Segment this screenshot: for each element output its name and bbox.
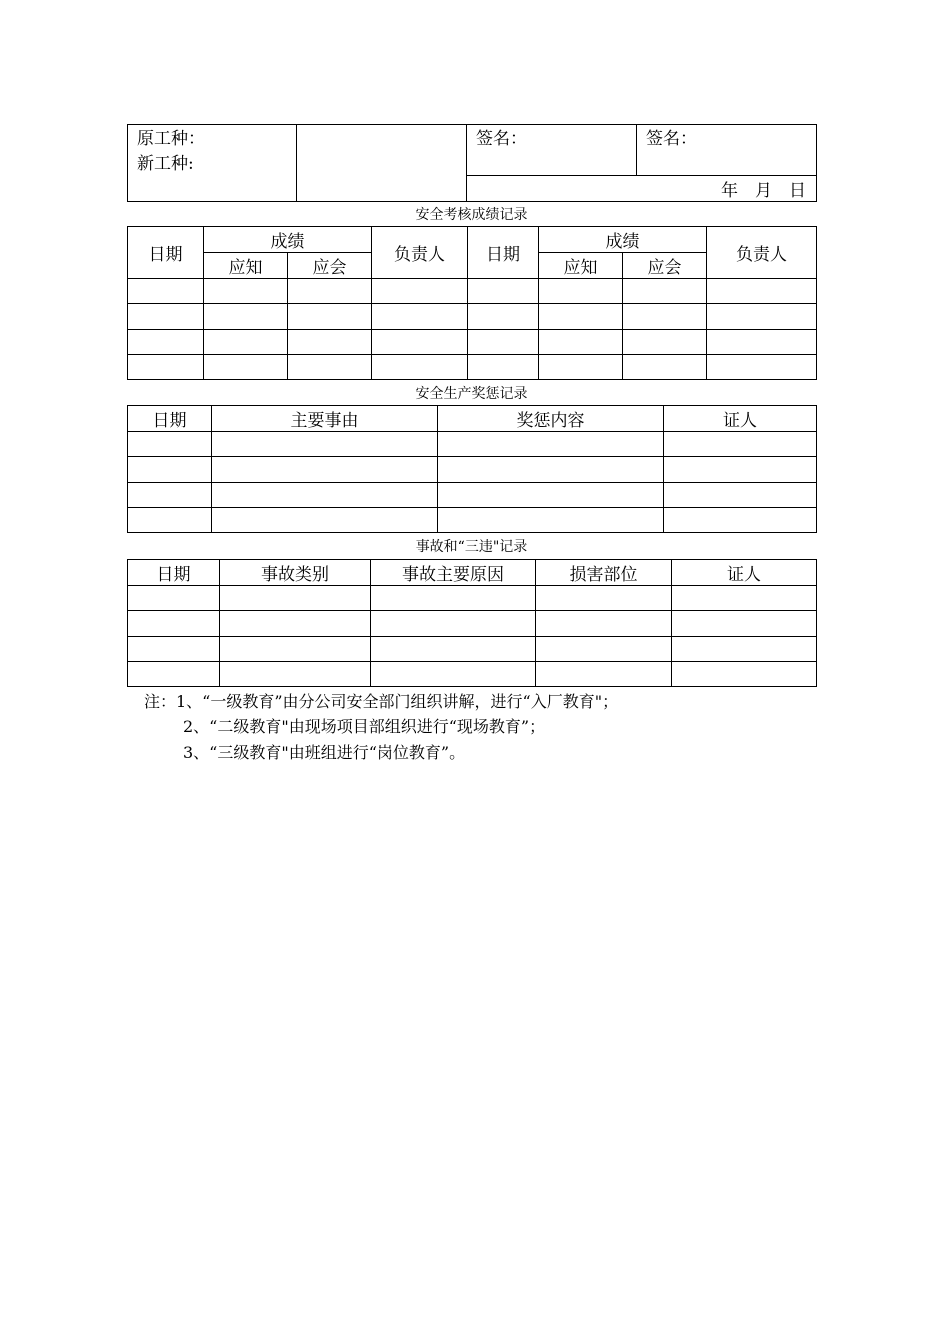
table-cell[interactable] — [128, 507, 212, 532]
reward-penalty-table — [127, 405, 817, 533]
header-accident-type: 事故类别 — [220, 560, 371, 586]
orig-job-label: 原工种： — [137, 129, 205, 149]
table-cell[interactable] — [468, 329, 539, 354]
table-row — [128, 507, 817, 532]
table-row — [128, 586, 817, 611]
table-cell[interactable] — [438, 432, 664, 457]
table-cell[interactable] — [128, 661, 220, 686]
table-cell[interactable] — [468, 279, 539, 304]
table-cell[interactable] — [623, 329, 707, 354]
new-job-label: 新工种: — [137, 154, 194, 174]
table-cell[interactable] — [220, 586, 371, 611]
date-line: 年 月 日 — [467, 176, 817, 202]
header-score: 成绩 — [204, 227, 372, 253]
table-cell[interactable] — [372, 304, 468, 329]
table-cell[interactable] — [664, 482, 817, 507]
table-cell[interactable] — [539, 279, 623, 304]
table-cell[interactable] — [438, 482, 664, 507]
header-date: 日期 — [468, 227, 539, 279]
header-accident-cause: 事故主要原因 — [371, 560, 536, 586]
table-cell[interactable] — [468, 354, 539, 379]
table-cell[interactable] — [623, 279, 707, 304]
table-cell[interactable] — [128, 304, 204, 329]
table-cell[interactable] — [212, 507, 438, 532]
table-cell[interactable] — [672, 586, 817, 611]
table-cell[interactable] — [128, 432, 212, 457]
table-cell[interactable] — [128, 611, 220, 636]
table-cell[interactable] — [204, 279, 288, 304]
header-reward-content: 奖惩内容 — [438, 406, 664, 432]
table-row — [128, 457, 817, 482]
note-line-3: 3、“三级教育"由班组进行“岗位教育”。 — [183, 743, 466, 762]
header-should-know: 应知 — [539, 253, 623, 279]
table-cell[interactable] — [212, 482, 438, 507]
header-responsible: 负责人 — [707, 227, 817, 279]
table-cell[interactable] — [664, 507, 817, 532]
table-cell[interactable] — [128, 482, 212, 507]
table-cell[interactable] — [128, 279, 204, 304]
table-cell[interactable] — [220, 661, 371, 686]
table-cell[interactable] — [539, 354, 623, 379]
signature-table — [127, 124, 817, 202]
table-cell[interactable] — [204, 329, 288, 354]
header-date: 日期 — [128, 560, 220, 586]
table-cell[interactable] — [204, 354, 288, 379]
accident-table-caption: 事故和“三违"记录 — [415, 539, 528, 555]
table-cell[interactable] — [539, 304, 623, 329]
header-date: 日期 — [128, 406, 212, 432]
table-cell[interactable] — [536, 636, 672, 661]
table-cell[interactable] — [371, 661, 536, 686]
table-cell[interactable] — [536, 611, 672, 636]
header-score: 成绩 — [539, 227, 707, 253]
table-cell[interactable] — [707, 304, 817, 329]
table-row — [128, 482, 817, 507]
table-cell[interactable] — [128, 457, 212, 482]
table-row — [128, 661, 817, 686]
blank-cell — [297, 125, 467, 202]
exam-table-caption: 安全考核成绩记录 — [415, 207, 528, 223]
table-cell[interactable] — [372, 329, 468, 354]
header-date: 日期 — [128, 227, 204, 279]
table-cell[interactable] — [288, 304, 372, 329]
table-cell[interactable] — [707, 279, 817, 304]
table-cell[interactable] — [128, 329, 204, 354]
table-cell[interactable] — [288, 354, 372, 379]
table-row — [128, 354, 817, 379]
table-cell[interactable] — [539, 329, 623, 354]
table-cell[interactable] — [468, 304, 539, 329]
table-cell[interactable] — [672, 611, 817, 636]
table-cell[interactable] — [536, 586, 672, 611]
table-cell[interactable] — [212, 457, 438, 482]
table-cell[interactable] — [623, 354, 707, 379]
table-row — [128, 611, 817, 636]
table-row — [128, 432, 817, 457]
table-cell[interactable] — [204, 304, 288, 329]
table-cell[interactable] — [372, 354, 468, 379]
table-cell[interactable] — [220, 636, 371, 661]
table-row — [128, 279, 817, 304]
job-type-cell — [128, 125, 297, 202]
table-row — [128, 329, 817, 354]
table-cell[interactable] — [536, 661, 672, 686]
reward-table-caption: 安全生产奖惩记录 — [415, 386, 528, 402]
accident-table — [127, 559, 817, 687]
header-should-do: 应会 — [623, 253, 707, 279]
table-cell[interactable] — [288, 329, 372, 354]
table-cell[interactable] — [623, 304, 707, 329]
exam-score-table — [127, 226, 817, 380]
table-cell[interactable] — [372, 279, 468, 304]
table-cell[interactable] — [212, 432, 438, 457]
table-cell[interactable] — [128, 586, 220, 611]
note-line-1: 注：1、“一级教育”由分公司安全部门组织讲解，进行“入厂教育"； — [144, 692, 619, 711]
table-cell[interactable] — [288, 279, 372, 304]
note-line-2: 2、“二级教育"由现场项目部组织进行“现场教育”； — [183, 717, 546, 736]
table-row — [128, 636, 817, 661]
table-row — [128, 304, 817, 329]
sign-label-1: 签名： — [476, 129, 527, 149]
table-cell[interactable] — [438, 507, 664, 532]
header-damage-part: 损害部位 — [536, 560, 672, 586]
header-should-know: 应知 — [204, 253, 288, 279]
table-cell[interactable] — [128, 354, 204, 379]
table-cell[interactable] — [438, 457, 664, 482]
header-main-reason: 主要事由 — [212, 406, 438, 432]
header-should-do: 应会 — [288, 253, 372, 279]
table-cell[interactable] — [220, 611, 371, 636]
header-witness: 证人 — [664, 406, 817, 432]
table-cell[interactable] — [707, 329, 817, 354]
table-cell[interactable] — [371, 586, 536, 611]
sign-label-2: 签名： — [646, 129, 697, 149]
table-cell[interactable] — [664, 432, 817, 457]
table-cell[interactable] — [371, 611, 536, 636]
table-cell[interactable] — [672, 636, 817, 661]
table-cell[interactable] — [371, 636, 536, 661]
table-cell[interactable] — [128, 636, 220, 661]
table-cell[interactable] — [707, 354, 817, 379]
header-witness: 证人 — [672, 560, 817, 586]
table-cell[interactable] — [664, 457, 817, 482]
table-cell[interactable] — [672, 661, 817, 686]
sign-cell-1 — [467, 125, 637, 176]
header-responsible: 负责人 — [372, 227, 468, 279]
sign-cell-2 — [637, 125, 817, 176]
